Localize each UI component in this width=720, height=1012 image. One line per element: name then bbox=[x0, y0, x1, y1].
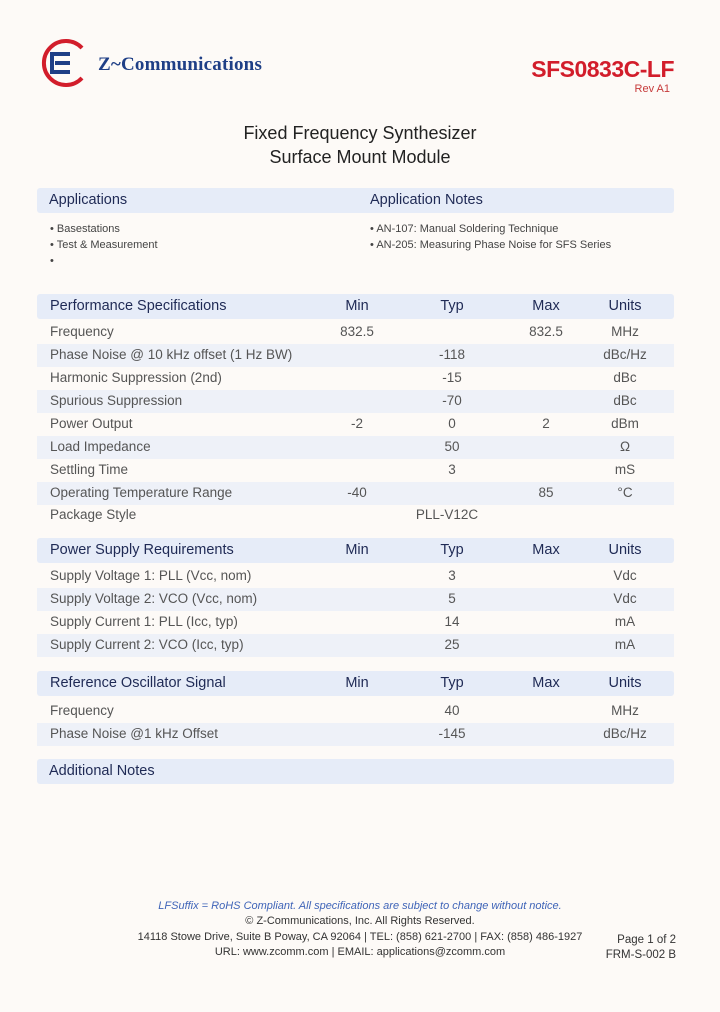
address: 14118 Stowe Drive, Suite B Poway, CA 92064 | TEL: (858) 621-2700 | FAX: (858) 486-1927 bbox=[137, 931, 583, 943]
list-item: • Basestations bbox=[50, 221, 158, 237]
col-units-header: Units bbox=[608, 542, 642, 558]
row-min: -2 bbox=[350, 416, 363, 431]
copyright: © Z-Communications, Inc. All Rights Reserved. bbox=[245, 915, 475, 927]
part-number: SFS0833C-LF bbox=[531, 56, 674, 82]
row-typ: 14 bbox=[444, 614, 460, 629]
table-row bbox=[37, 459, 674, 482]
row-units: Vdc bbox=[613, 591, 637, 606]
company-name: Z~Communications bbox=[98, 54, 263, 75]
row-max: 2 bbox=[542, 416, 550, 431]
col-max-header: Max bbox=[532, 675, 560, 691]
table-row bbox=[37, 723, 674, 746]
col-min-header: Min bbox=[345, 542, 369, 558]
row-typ: -15 bbox=[442, 370, 462, 385]
row-name: Spurious Suppression bbox=[50, 393, 183, 408]
applications-heading: Applications bbox=[49, 192, 128, 208]
contact-info: URL: www.zcomm.com | EMAIL: applications@zcomm.com bbox=[214, 946, 506, 958]
row-typ: 50 bbox=[444, 439, 460, 454]
power-supply-header-bar bbox=[37, 538, 674, 563]
row-typ: -145 bbox=[438, 726, 466, 741]
additional-notes-header-bar bbox=[37, 759, 674, 784]
col-typ-header: Typ bbox=[440, 675, 464, 691]
row-units: dBc/Hz bbox=[603, 726, 647, 741]
row-units: MHz bbox=[611, 703, 639, 718]
row-units: Vdc bbox=[613, 568, 637, 583]
reference-heading: Reference Oscillator Signal bbox=[50, 675, 226, 691]
row-name: Frequency bbox=[50, 324, 114, 339]
table-row bbox=[37, 321, 674, 344]
row-name: Operating Temperature Range bbox=[50, 485, 233, 500]
row-typ: 40 bbox=[444, 703, 460, 718]
row-typ: 0 bbox=[448, 416, 456, 431]
col-typ-header: Typ bbox=[440, 298, 464, 314]
row-name: Phase Noise @1 kHz Offset bbox=[50, 726, 219, 741]
revision-label: Rev A1 bbox=[634, 83, 670, 95]
row-units: dBm bbox=[611, 416, 639, 431]
row-typ: 3 bbox=[448, 462, 456, 477]
power-supply-heading: Power Supply Requirements bbox=[50, 542, 234, 558]
col-min-header: Min bbox=[345, 675, 369, 691]
row-min: -40 bbox=[347, 485, 367, 500]
row-name: Phase Noise @ 10 kHz offset (1 Hz BW) bbox=[50, 347, 293, 362]
performance-header-bar bbox=[37, 294, 674, 319]
row-units: dBc bbox=[613, 393, 637, 408]
row-typ: -118 bbox=[438, 347, 466, 362]
row-name: Harmonic Suppression (2nd) bbox=[50, 370, 222, 385]
row-max: 832.5 bbox=[529, 324, 563, 339]
additional-notes-heading: Additional Notes bbox=[49, 763, 155, 779]
table-row bbox=[37, 611, 674, 634]
row-units: dBc/Hz bbox=[603, 347, 647, 362]
applications-list bbox=[50, 221, 158, 269]
row-units: dBc bbox=[613, 370, 637, 385]
company-logo-icon bbox=[38, 38, 88, 88]
row-max: 85 bbox=[538, 485, 554, 500]
row-value: PLL-V12C bbox=[415, 507, 479, 522]
applications-header-bar bbox=[37, 188, 674, 213]
row-typ: -70 bbox=[442, 393, 462, 408]
row-units: MHz bbox=[611, 324, 639, 339]
list-item bbox=[50, 253, 158, 269]
table-row bbox=[37, 504, 674, 527]
application-notes-list bbox=[370, 221, 611, 253]
col-max-header: Max bbox=[532, 542, 560, 558]
table-row bbox=[37, 436, 674, 459]
col-min-header: Min bbox=[345, 298, 369, 314]
row-name: Frequency bbox=[50, 703, 114, 718]
application-notes-heading: Application Notes bbox=[370, 192, 483, 208]
col-max-header: Max bbox=[532, 298, 560, 314]
compliance-note: LFSuffix = RoHS Compliant. All specifications are subject to change without notice. bbox=[158, 900, 562, 912]
row-name: Settling Time bbox=[50, 462, 129, 477]
row-units: Ω bbox=[619, 439, 631, 454]
col-units-header: Units bbox=[608, 298, 642, 314]
table-row bbox=[37, 390, 674, 413]
table-row bbox=[37, 344, 674, 367]
row-typ: 25 bbox=[444, 637, 460, 652]
list-item: • Test & Measurement bbox=[50, 237, 158, 253]
list-item: • AN-205: Measuring Phase Noise for SFS Series bbox=[370, 237, 611, 253]
table-row bbox=[37, 588, 674, 611]
col-units-header: Units bbox=[608, 675, 642, 691]
reference-header-bar bbox=[37, 671, 674, 696]
row-name: Power Output bbox=[50, 416, 133, 431]
col-typ-header: Typ bbox=[440, 542, 464, 558]
row-typ: 3 bbox=[448, 568, 456, 583]
doc-title-line1: Fixed Frequency Synthesizer bbox=[243, 123, 477, 143]
row-name: Package Style bbox=[50, 507, 137, 522]
row-units: mS bbox=[614, 462, 636, 477]
performance-heading: Performance Specifications bbox=[50, 298, 227, 314]
table-row bbox=[37, 565, 674, 588]
row-units: mA bbox=[614, 637, 636, 652]
list-item: • AN-107: Manual Soldering Technique bbox=[370, 221, 611, 237]
row-units: mA bbox=[614, 614, 636, 629]
page-number: Page 1 of 2 bbox=[617, 934, 676, 946]
row-min: 832.5 bbox=[340, 324, 374, 339]
form-number: FRM-S-002 B bbox=[605, 949, 676, 961]
row-name: Supply Voltage 2: VCO (Vcc, nom) bbox=[50, 591, 258, 606]
row-units: °C bbox=[617, 485, 633, 500]
table-row bbox=[37, 634, 674, 657]
table-row bbox=[37, 413, 674, 436]
doc-title-line2: Surface Mount Module bbox=[269, 147, 451, 167]
row-name: Supply Current 1: PLL (Icc, typ) bbox=[50, 614, 238, 629]
table-row bbox=[37, 482, 674, 505]
row-typ: 5 bbox=[448, 591, 456, 606]
row-name: Supply Current 2: VCO (Icc, typ) bbox=[50, 637, 244, 652]
row-name: Load Impedance bbox=[50, 439, 151, 454]
table-row bbox=[37, 367, 674, 390]
row-name: Supply Voltage 1: PLL (Vcc, nom) bbox=[50, 568, 252, 583]
table-row bbox=[37, 700, 674, 723]
